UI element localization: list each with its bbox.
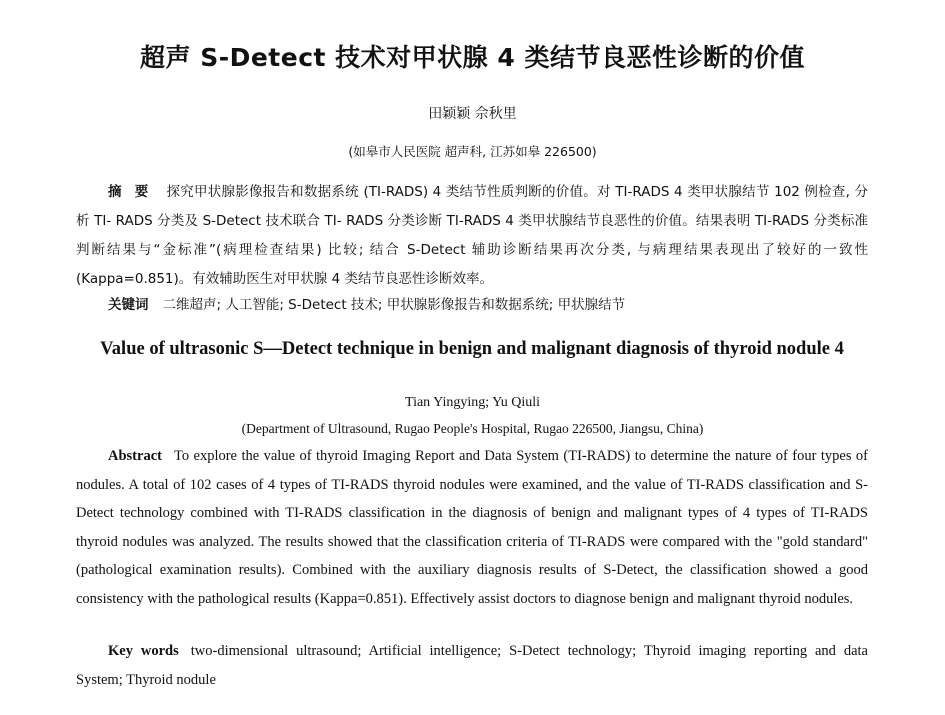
chinese-abstract-label: 摘 要 bbox=[108, 184, 153, 200]
english-keywords bbox=[76, 637, 868, 694]
english-abstract bbox=[76, 442, 868, 613]
english-abstract-text: To explore the value of thyroid Imaging Report and Data System (TI-RADS) to determine the nature of four types of nodules. A total of 102 cases of 4 types of TI-RADS thyroid nodules were examined, and the value of TI-RADS classification and S-Detect technology combined with TI-RADS classification in the diagnosis of benign and malignant types of 4 types of TI-RADS thyroid nodules was analyzed. The results showed that the classification criteria of TI-RADS were compared with the "gold standard" (pathological examination results). Combined with the auxiliary diagnosis results of S-Detect, the classification showed a good consistency with the pathological results (Kappa=0.851). Effectively assist doctors to diagnose benign and malignant thyroid nodules. bbox=[76, 448, 868, 607]
chinese-keywords-text: 二维超声; 人工智能; S-Detect 技术; 甲状腺影像报告和数据系统; 甲状腺结节 bbox=[162, 297, 626, 313]
chinese-keywords bbox=[76, 291, 868, 320]
chinese-authors: 田颖颖 佘秋里 bbox=[428, 106, 517, 122]
chinese-abstract-text: 探究甲状腺影像报告和数据系统 (TI-RADS) 4 类结节性质判断的价值。对 TI-RADS 4 类甲状腺结节 102 例检查, 分析 TI- RADS 分类及 S-Detect 技术联合 TI- RADS 分类诊断 TI-RADS 4 类甲状腺结节良恶性的价值。结果表明 TI-RADS 分类标准判断结果与“金标准”(病理检查结果) 比较; 结合 S-Detect 辅助诊断结果再次分类, 与病理结果表现出了较好的一致性 (Kappa=0.851)。有效辅助医生对甲状腺 4 类结节良恶性诊断效率。 bbox=[76, 184, 869, 287]
english-keywords-text: two-dimensional ultrasound; Artificial intelligence; S-Detect technology; Thyroid imaging reporting and data System; Thyroid nodule bbox=[76, 643, 868, 688]
english-authors: Tian Yingying; Yu Qiuli bbox=[405, 395, 540, 410]
chinese-title: 超声 S-Detect 技术对甲状腺 4 类结节良恶性诊断的价值 bbox=[140, 43, 805, 72]
english-keywords-label: Key words bbox=[108, 643, 179, 659]
chinese-abstract bbox=[76, 178, 868, 294]
english-abstract-label: Abstract bbox=[108, 448, 162, 464]
english-title: Value of ultrasonic S—Detect technique in benign and malignant diagnosis of thyroid nodule 4 bbox=[100, 339, 844, 359]
chinese-affiliation: (如皋市人民医院 超声科, 江苏如皋 226500) bbox=[348, 144, 597, 159]
english-affiliation: (Department of Ultrasound, Rugao People's Hospital, Rugao 226500, Jiangsu, China) bbox=[241, 421, 704, 436]
chinese-keywords-label: 关键词 bbox=[108, 297, 149, 313]
